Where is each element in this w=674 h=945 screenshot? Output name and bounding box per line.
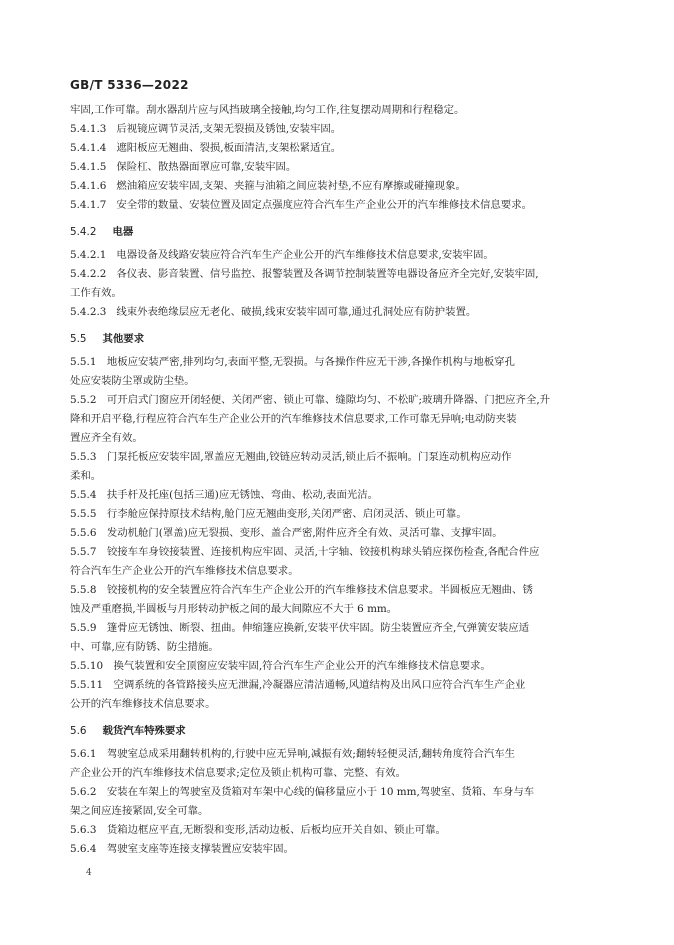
clause-5-6-2-line: 5.6.2 安装在车架上的驾驶室及货箱对车架中心线的偏移量应小于 10 mm,驾驶室、货箱、车身与车 <box>70 786 535 798</box>
clause-5-5-2-line: 5.5.2 可开启式门窗应开闭轻便、关闭严密、锁止可靠、缝隙均匀、不松旷;玻璃升降器、门把应齐全,升 <box>70 394 551 406</box>
clause-5-5-7-line: 符合汽车生产企业公开的汽车维修技术信息要求。 <box>70 565 299 577</box>
clause-5-6-3: 5.6.3 货箱边框应平直,无断裂和变形,活动边板、后板均应开关自如、锁止可靠。 <box>70 824 446 836</box>
section-heading-5-5 <box>70 331 605 348</box>
clause-5-5-10: 5.5.10 换气装置和安全顶窗应安装牢固,符合汽车生产企业公开的汽车维修技术信息要求。 <box>70 660 491 672</box>
clause-5-4-2-2 <box>70 265 605 284</box>
clause-5-5-3-line: 5.5.3 门泵托板应安装牢固,罩盖应无翘曲,铰链应转动灵活,锁止后不振响。门泵连动机构应动作 <box>70 451 512 463</box>
clause-5-5-2-line: 置应齐全有效。 <box>70 432 143 444</box>
clause-text: 各仪表、影音装置、信号监控、报警装置及各调节控制装置等电器设备应齐全完好,安装牢固, <box>116 268 539 280</box>
clause-text: 安全带的数量、安装位置及固定点强度应符合汽车生产企业公开的汽车维修技术信息要求。 <box>116 199 532 211</box>
page-number: 4 <box>86 868 92 878</box>
clause-text: 遮阳板应无翘曲、裂损,板面清洁,支架松紧适宜。 <box>116 142 342 154</box>
clause-text: 保险杠、散热器面罩应可靠,安装牢固。 <box>116 161 297 173</box>
document-body <box>70 101 605 859</box>
clause-5-5-1-line: 5.5.1 地板应安装严密,排列均匀,表面平整,无裂损。与各操作件应无干涉,各操作机构与地板穿孔 <box>70 356 515 368</box>
clause-5-5-11-line: 5.5.11 空调系统的各管路接头应无泄漏,冷凝器应清洁通畅,风道结构及出风口应符合汽车生产企业 <box>70 679 526 691</box>
clause-5-6-2-line: 架之间应连接紧固,安全可靠。 <box>70 805 209 817</box>
clause-5-5-9-line: 中、可靠,应有防锈、防尘措施。 <box>70 641 219 653</box>
clause-5-5-5: 5.5.5 行李舱应保持原技术结构,舱门应无翘曲变形,关闭严密、启闭灵活、锁止可靠。 <box>70 508 467 520</box>
clause-number: 5.4.2.3 <box>70 306 107 318</box>
clause-5-5-8-line: 蚀及严重磨损,半圆板与月形转动护板之间的最大间隙应不大于 6 mm。 <box>70 603 398 615</box>
clause-5-5-4: 5.5.4 扶手杆及托座(包括三通)应无锈蚀、弯曲、松动,表面光洁。 <box>70 489 379 501</box>
heading-number: 5.6 <box>70 725 87 737</box>
clause-number: 5.4.1.5 <box>70 161 107 173</box>
clause-5-4-2-3 <box>70 303 605 322</box>
clause-5-5-2-line: 降和开启平稳,行程应符合汽车生产企业公开的汽车维修技术信息要求,工作可靠无异响;电动防夹装 <box>70 413 517 425</box>
heading-number: 5.4.2 <box>70 226 97 238</box>
clause-5-5-7-line: 5.5.7 铰接车车身铰接装置、连接机构应牢固、灵活,十字轴、铰接机构球头销应探伤检查,各配合件应 <box>70 546 540 558</box>
clause-number: 5.4.2.2 <box>70 268 107 280</box>
clause-5-6-4: 5.6.4 驾驶室支座等连接支撑装置应安装牢固。 <box>70 843 294 855</box>
clause-number: 5.4.1.7 <box>70 199 107 211</box>
clause-text: 线束外表绝缘层应无老化、破损,线束安装牢固可靠,通过孔洞处应有防护装置。 <box>116 306 477 318</box>
clause-number: 5.4.1.6 <box>70 180 107 192</box>
clause-number: 5.4.1.3 <box>70 123 107 135</box>
clause-number: 5.4.1.4 <box>70 142 107 154</box>
clause-5-4-2-1 <box>70 246 605 265</box>
clause-5-5-6: 5.5.6 发动机舱门(罩盖)应无裂损、变形、盖合严密,附件应齐全有效、灵活可靠、支撑牢固。 <box>70 527 503 539</box>
clause-5-5-8-line: 5.5.8 铰接机构的安全装置应符合汽车生产企业公开的汽车维修技术信息要求。半圆板应无翘曲、锈 <box>70 584 533 596</box>
clause-5-6-1-line: 产企业公开的汽车维修技术信息要求;定位及锁止机构可靠、完整、有效。 <box>70 767 406 779</box>
clause-5-4-1-7 <box>70 196 605 215</box>
clause-5-4-1-6 <box>70 177 605 196</box>
heading-title: 其他要求 <box>102 333 145 345</box>
heading-number: 5.5 <box>70 333 87 345</box>
section-heading-5-4-2 <box>70 224 605 241</box>
clause-continuation: 工作有效。 <box>70 287 122 299</box>
section-heading-5-6 <box>70 723 605 740</box>
text-line: 牢固,工作可靠。刮水器刮片应与风挡玻璃全接触,均匀工作,往复摆动周期和行程稳定。 <box>70 104 465 116</box>
clause-5-5-1-line: 处应安装防尘罩或防尘垫。 <box>70 375 195 387</box>
clause-text: 后视镜应调节灵活,支架无裂损及锈蚀,安装牢固。 <box>116 123 342 135</box>
clause-number: 5.4.2.1 <box>70 249 107 261</box>
heading-title: 载货汽车特殊要求 <box>102 725 186 737</box>
clause-text: 燃油箱应安装牢固,支架、夹箍与油箱之间应装衬垫,不应有摩擦或碰撞现象。 <box>116 180 466 192</box>
clause-5-5-3-line: 柔和。 <box>70 470 102 482</box>
clause-5-6-1-line: 5.6.1 驾驶室总成采用翻转机构的,行驶中应无异响,减振有效;翻转轻便灵活,翻转角度符合汽车生 <box>70 748 516 760</box>
clause-5-4-1-3 <box>70 120 605 139</box>
clause-5-5-11-line: 公开的汽车维修技术信息要求。 <box>70 698 216 710</box>
clause-text: 电器设备及线路安装应符合汽车生产企业公开的汽车维修技术信息要求,安装牢固。 <box>116 249 494 261</box>
heading-title: 电器 <box>112 226 134 238</box>
clause-5-5-9-line: 5.5.9 篷骨应无锈蚀、断裂、扭曲。伸缩篷应换新,安装平伏牢固。防尘装置应齐全,气弹簧安装应适 <box>70 622 530 634</box>
standard-code-header: GB/T 5336—2022 <box>70 78 189 92</box>
clause-5-4-1-4 <box>70 139 605 158</box>
clause-5-4-1-5 <box>70 158 605 177</box>
